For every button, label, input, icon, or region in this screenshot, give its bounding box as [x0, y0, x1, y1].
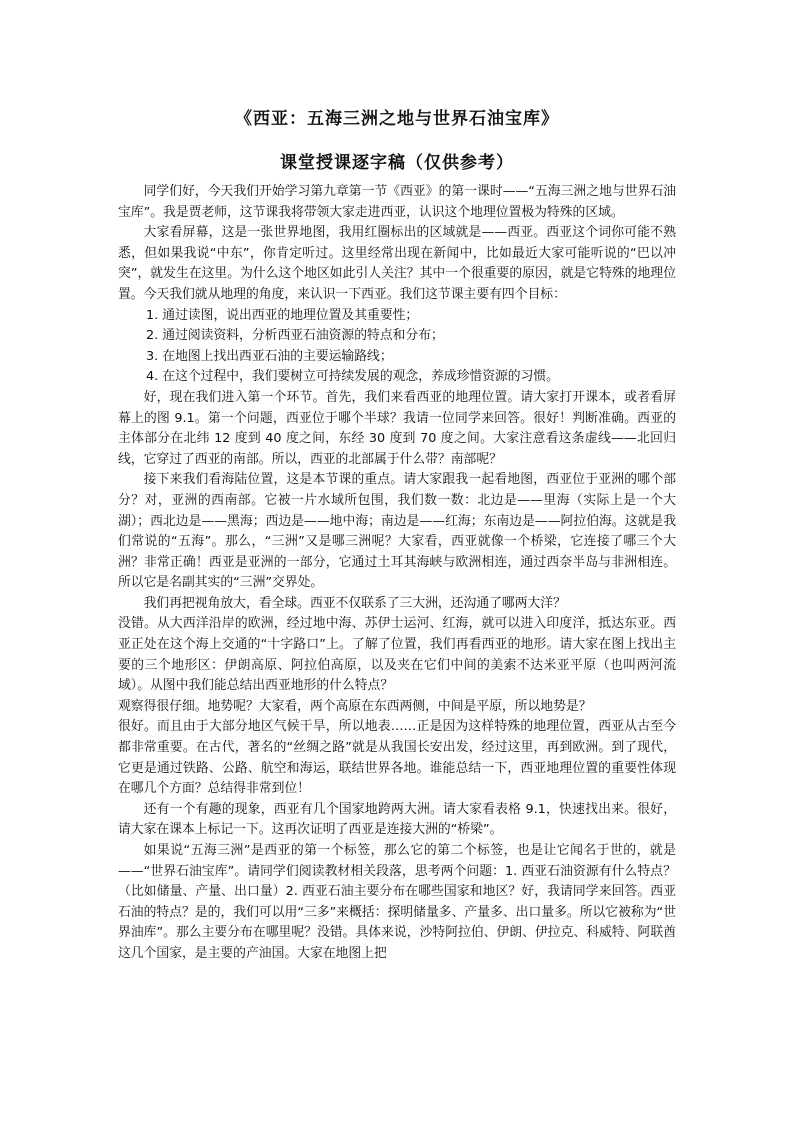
paragraph-terrain: 没错。从大西洋沿岸的欧洲，经过地中海、苏伊士运河、红海，就可以进入印度洋，抵达东亚。西亚正处在这个海上交通的“十字路口”上。了解了位置，我们再看西亚的地形。请大家在图上找出主要的三个地形区：伊朗高原、阿拉伯高原，以及夹在它们中间的美索不达米亚平原（也叫两河流域）。从图中我们能总结出西亚地形的什么特点？ [118, 616, 676, 694]
objective-item: 4. 在这个过程中，我们要树立可持续发展的观念，养成珍惜资源的习惯。 [146, 369, 559, 385]
document-subtitle: 课堂授课逐字稿（仅供参考） [280, 153, 514, 173]
objective-item: 3. 在地图上找出西亚石油的主要运输路线； [146, 348, 393, 364]
paragraph-intro: 同学们好，今天我们开始学习第九章第一节《西亚》的第一课时——“五海三洲之地与世界石油宝库”。我是贾老师，这节课我将带领大家走进西亚，认识这个地理位置极为特殊的区域。 [118, 184, 676, 220]
paragraph-oil: 如果说“五海三洲”是西亚的第一个标签，那么它的第二个标签，也是让它闻名于世的，就是——“世界石油宝库”。请同学们阅读教材相关段落，思考两个问题：1. 西亚石油资源有什么特点？（比如储量、产量、出口量）2. 西亚石油主要分布在哪些国家和地区？好，我请同学来回答。西亚石油的特点？是的，我们可以用“三多”来概括：探明储量多、产量多、出口量多。所以它被称为“世界油库”。那么主要分布在哪里呢？没错。具体来说，沙特阿拉伯、伊朗、伊拉克、科威特、阿联酋这几个国家，是主要的产油国。大家在地图上把 [118, 843, 676, 961]
transcript-body [118, 182, 676, 965]
document-title: 《西亚：五海三洲之地与世界石油宝库》 [235, 109, 559, 129]
paragraph-location: 好，现在我们进入第一个环节。首先，我们来看西亚的地理位置。请大家打开课本，或者看屏幕上的图 9.1。第一个问题，西亚位于哪个半球？我请一位同学来回答。很好！判断准确。西亚的主体部分在北纬 12 度到 40 度之间，东经 30 度到 70 度之间。大家注意看这条虚线——北回归线，它穿过了西亚的南部。所以，西亚的北部属于什么带？南部呢？ [118, 389, 676, 467]
paragraph-importance: 很好。而且由于大部分地区气候干旱，所以地表……正是因为这样特殊的地理位置，西亚从古至今都非常重要。在古代，著名的“丝绸之路”就是从我国长安出发，经过这里，再到欧洲。到了现代，它更是通过铁路、公路、航空和海运，联结世界各地。谁能总结一下，西亚地理位置的重要性体现在哪几个方面？总结得非常到位！ [118, 719, 676, 797]
paragraph-question: 我们再把视角放大，看全球。西亚不仅联系了三大洲，还沟通了哪两大洋？ [143, 595, 566, 611]
paragraph-terrain-slope: 观察得很仔细。地势呢？大家看，两个高原在东西两侧，中间是平原，所以地势是？ [118, 698, 592, 714]
paragraph-transcontinental: 还有一个有趣的现象，西亚有几个国家地跨两大洲。请大家看表格 9.1，快速找出来。很好，请大家在课本上标记一下。这再次证明了西亚是连接大洲的“桥梁”。 [118, 801, 676, 838]
objective-item: 2. 通过阅读资料，分析西亚石油资源的特点和分布； [146, 328, 444, 344]
paragraph-goals: 大家看屏幕，这是一张世界地图，我用红圈标出的区域就是——西亚。西亚这个词你可能不熟悉，但如果我说“中东”，你肯定听过。这里经常出现在新闻中，比如最近大家可能听说的“巴以冲突”，就发生在这里。为什么这个地区如此引人关注？其中一个很重要的原因，就是它特殊的地理位置。今天我们就从地理的角度，来认识一下西亚。我们这节课主要有四个目标： [118, 225, 676, 302]
objective-item: 1. 通过读图，说出西亚的地理位置及其重要性； [146, 307, 419, 323]
paragraph-five-seas: 接下来我们看海陆位置，这是本节课的重点。请大家跟我一起看地图，西亚位于亚洲的哪个部分？对，亚洲的西南部。它被一片水域所包围，我们数一数：北边是——里海（实际上是一个大湖）；西北边是——黑海；西边是——地中海；南边是——红海；东南边是——阿拉伯海。这就是我们常说的“五海”。那么，“三洲”又是哪三洲呢？大家看，西亚就像一个桥梁，它连接了哪三个大洲？非常正确！西亚是亚洲的一部分，它通过土耳其海峡与欧洲相连，通过西奈半岛与非洲相连。所以它是名副其实的“三洲”交界处。 [118, 472, 676, 591]
